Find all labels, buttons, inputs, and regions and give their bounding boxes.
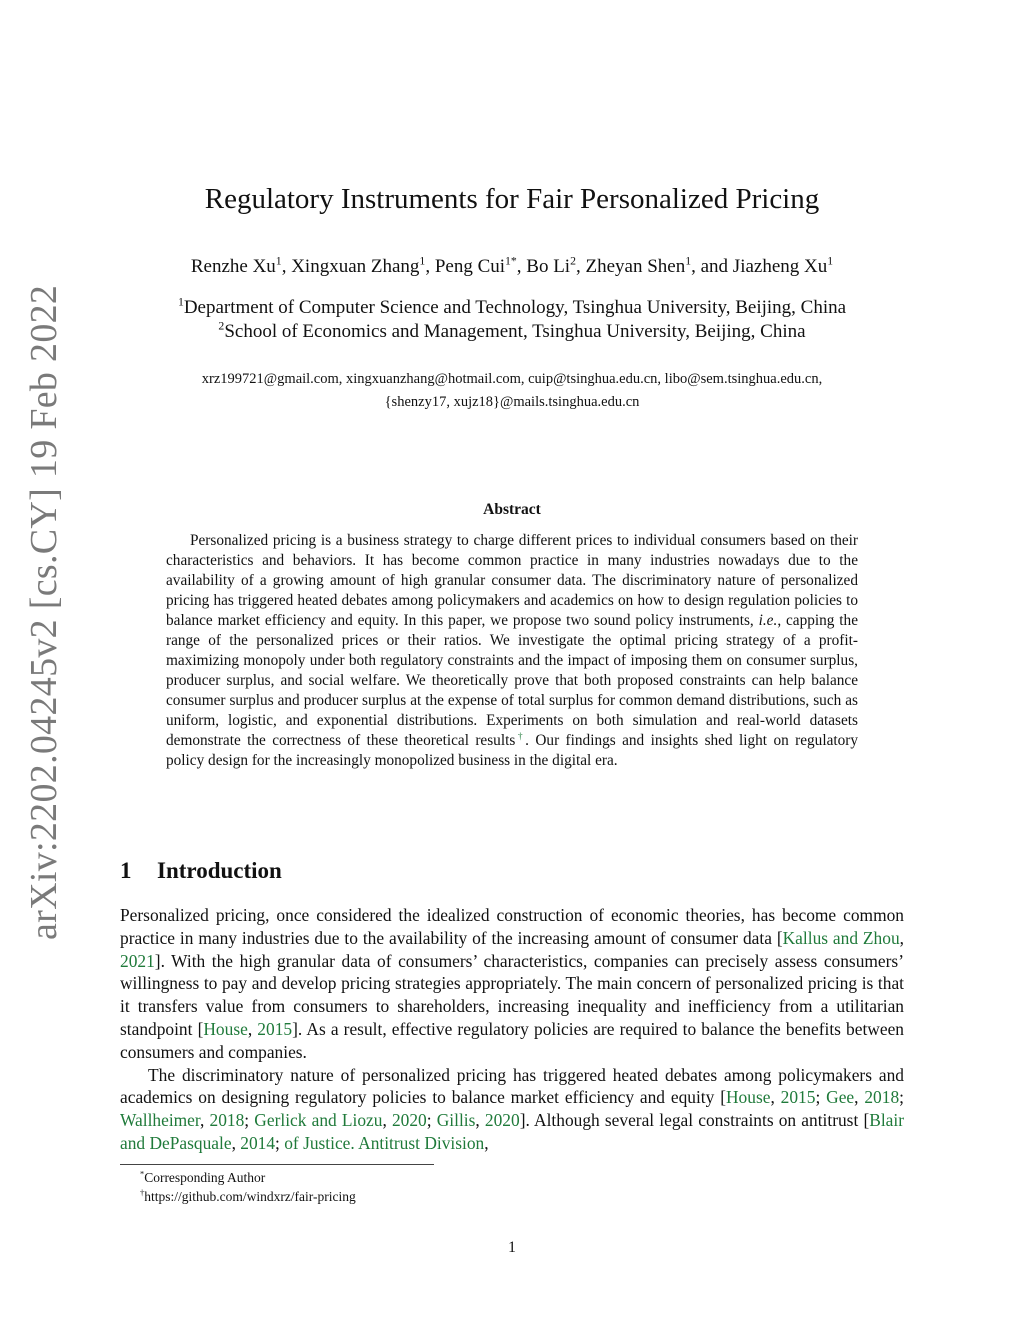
author-affiliation-marker: 1 [419, 254, 426, 268]
paragraph-text: ; [426, 1110, 437, 1131]
footnote-mark: * [140, 1169, 145, 1179]
citation-link[interactable]: Gerlick and Liozu [254, 1110, 383, 1131]
footnote-code-link [140, 1189, 356, 1205]
affiliation-text: Department of Computer Science and Technology, Tsinghua University, Beijing, China [183, 297, 847, 318]
paragraph-text: , [475, 1110, 485, 1131]
author-name: Bo Li [526, 256, 571, 277]
citation-link[interactable]: 2021 [120, 950, 155, 971]
citation-link[interactable]: 2018 [209, 1110, 245, 1131]
paragraph-text: ]. With the high granular data of consumers’ characteristics, companies can precisely assess consumers’ willingness to pay and develop pricing strategies appropriately. The main concern of personalized pricing is that it transfers value from consumers to shareholders, increasing inequality and inefficiency from a utilitarian standpoint [ [120, 950, 904, 1039]
paragraph-text: , [231, 1132, 241, 1153]
paragraph-text: , [247, 1018, 258, 1039]
author-name: Zheyan Shen [585, 256, 686, 277]
author-name: Xingxuan Zhang [291, 256, 420, 277]
author-affiliation-marker: 2 [570, 254, 576, 268]
affiliation-marker: 2 [218, 319, 225, 333]
footnote-dagger-link[interactable]: † [515, 731, 526, 742]
section-number: 1 [120, 858, 132, 883]
citation-link[interactable]: Gee [826, 1087, 855, 1108]
author-name: Jiazheng Xu [732, 256, 828, 277]
citation-link[interactable]: House [726, 1087, 771, 1108]
citation-link[interactable]: 2018 [864, 1087, 900, 1108]
arxiv-identifier-stamp: arXiv:2202.04245v2 [cs.CY] 19 Feb 2022 [23, 284, 65, 940]
page-number: 1 [508, 1239, 516, 1256]
footnote-url-link[interactable]: https://github.com/windxrz/fair-pricing [144, 1189, 356, 1204]
author-emails-line-2: {shenzy17, xujz18}@mails.tsinghua.edu.cn [384, 394, 640, 410]
citation-link[interactable]: Wallheimer [120, 1110, 200, 1131]
paragraph-text: , [484, 1132, 489, 1153]
introduction-paragraph-2 [120, 1064, 904, 1155]
author-affiliation-marker: 1 [275, 254, 282, 268]
footnote-mark: † [140, 1188, 145, 1198]
citation-link[interactable]: of Justice. Antitrust Division [284, 1132, 485, 1153]
paragraph-text: ; [275, 1132, 285, 1153]
author-separator: , [516, 256, 527, 277]
citation-link[interactable]: 2020 [484, 1110, 520, 1131]
footnote-text: Corresponding Author [144, 1170, 266, 1185]
footnote-corresponding-author [140, 1170, 265, 1186]
affiliation-2 [0, 321, 1024, 343]
abstract-text: Personalized pricing is a business strategy to charge different prices to individual consumers based on their characteristics and behaviors. It has become common practice in many industries nowadays due to the availability of a growing amount of high granular consumer data. The discriminatory nature of personalized pricing has triggered heated debates among policymakers and academics on how to design regulation policies to balance market efficiency and equity. In this paper, we propose two sound policy instruments, [166, 532, 858, 629]
paragraph-text: , [899, 927, 905, 948]
affiliation-1 [0, 297, 1024, 319]
paper-title: Regulatory Instruments for Fair Personalized Pricing [204, 183, 820, 215]
paragraph-text: , [382, 1110, 392, 1131]
author-separator: , [425, 256, 435, 277]
citation-link[interactable]: 2015 [780, 1087, 816, 1108]
abstract-body [166, 531, 858, 771]
affiliation-marker: 1 [177, 295, 184, 309]
abstract-text: . Our findings and insights shed light on regulatory policy design for the increasingly monopolized business in the digital era. [166, 732, 858, 769]
introduction-body [120, 904, 904, 1155]
citation-link[interactable]: 2015 [257, 1018, 293, 1039]
citation-link[interactable]: Blair and DePasquale [120, 1110, 905, 1153]
paragraph-text: ]. Although several legal constraints on antitrust [ [519, 1110, 870, 1131]
citation-link[interactable]: Kallus and Zhou [782, 927, 900, 948]
author-separator: , [575, 256, 586, 277]
citation-link[interactable]: Gillis [436, 1110, 476, 1131]
affiliation-text: School of Economics and Management, Tsinghua University, Beijing, China [224, 321, 806, 342]
citation-link[interactable]: House [203, 1018, 248, 1039]
paragraph-text: ; [815, 1087, 827, 1108]
author-separator: , and [691, 256, 733, 277]
paragraph-text: The discriminatory nature of personalized pricing has triggered heated debates among policymakers and academics on designing regulatory policies to balance market efficiency and equity [ [120, 1064, 904, 1108]
paragraph-text: ]. As a result, effective regulatory policies are required to balance the benefits between consumers and companies. [120, 1018, 904, 1062]
footnote-divider [120, 1164, 434, 1165]
author-affiliation-marker: 1 [827, 254, 834, 268]
citation-link[interactable]: 2020 [391, 1110, 427, 1131]
author-list [0, 256, 1024, 278]
paragraph-text: Personalized pricing, once considered the idealized construction of economic theories, has become common practice in many industries due to the availability of the increasing amount of consumer data [ [120, 905, 904, 948]
author-name: Peng Cui [434, 256, 506, 277]
abstract-heading: Abstract [483, 501, 541, 518]
paragraph-text: , [200, 1110, 210, 1131]
paragraph-text: , [770, 1087, 781, 1108]
section-heading-introduction [120, 858, 282, 884]
section-title: Introduction [157, 858, 282, 883]
paragraph-text: ; [244, 1110, 255, 1131]
paragraph-text: ; [899, 1087, 904, 1108]
abstract-ie: i.e. [758, 612, 778, 629]
abstract-paragraph [166, 531, 858, 771]
author-name: Renzhe Xu [190, 256, 276, 277]
author-affiliation-marker: 1* [505, 254, 517, 268]
paragraph-text: , [854, 1087, 865, 1108]
abstract-text: , capping the range of the personalized prices or their ratios. We investigate the optimal pricing strategy of a profit-maximizing monopoly under both regulatory constraints and the impact of imposing them on consumer surplus, producer surplus, and social welfare. We theoretically prove that both proposed constraints can help balance consumer surplus and producer surplus at the expense of total surplus for common demand distributions, such as uniform, logistic, and exponential distributions. Experiments on both simulation and real-world datasets demonstrate the correctness of these theoretical results [166, 612, 858, 749]
introduction-paragraph-1 [120, 904, 904, 1064]
author-separator: , [281, 256, 292, 277]
author-emails-line-1: xrz199721@gmail.com, xingxuanzhang@hotmail.com, cuip@tsinghua.edu.cn, libo@sem.tsinghua.edu.cn, [201, 371, 823, 387]
author-affiliation-marker: 1 [685, 254, 692, 268]
citation-link[interactable]: 2014 [240, 1132, 276, 1153]
